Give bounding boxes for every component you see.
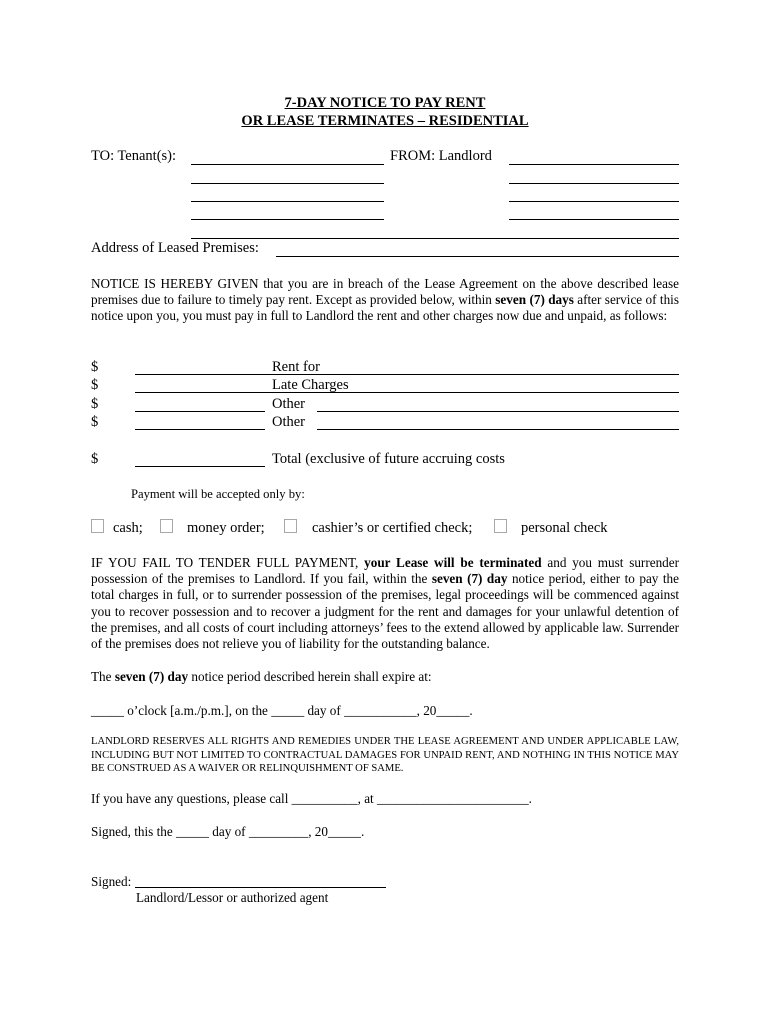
amount-other-1-line[interactable] — [135, 411, 265, 412]
landlord-name-line-4[interactable] — [509, 219, 679, 220]
signature-label: Signed: — [91, 874, 132, 889]
notice-paragraph — [91, 276, 679, 325]
landlord-name-line-2[interactable] — [509, 183, 679, 184]
from-landlord-label: FROM: Landlord — [390, 148, 492, 164]
fail-text-b: and you must surrender possession of the premises to Landlord. If you fail, within the — [91, 555, 679, 587]
tenant-name-line-4[interactable] — [191, 219, 384, 220]
signed-date-line[interactable]: Signed, this the _____ day of _________, 20_____. — [91, 824, 365, 839]
currency-late: $ — [91, 377, 99, 393]
fail-lease-terminated: your Lease will be terminated — [364, 555, 542, 570]
expire-seven-day: seven (7) day — [114, 669, 189, 684]
landlord-name-line-3[interactable] — [509, 201, 679, 202]
currency-other-2: $ — [91, 414, 99, 430]
cash-checkbox[interactable] — [91, 519, 104, 533]
late-charges-label: Late Charges — [272, 377, 349, 393]
fail-paragraph — [91, 555, 679, 652]
amount-rent-line[interactable] — [135, 374, 265, 375]
personal-check-label: personal check — [521, 520, 608, 536]
signature-line[interactable] — [135, 887, 386, 888]
address-label: Address of Leased Premises: — [91, 240, 259, 256]
other-2-line[interactable] — [317, 429, 679, 430]
total-label: Total (exclusive of future accruing costs — [272, 451, 505, 467]
other-1-label: Other — [272, 396, 306, 412]
address-line[interactable] — [276, 256, 679, 257]
notice-seven-days: seven (7) days — [495, 292, 574, 308]
personal-check-checkbox[interactable] — [494, 519, 507, 533]
expire-statement — [91, 669, 432, 685]
cash-label: cash; — [113, 520, 143, 536]
title-line-1: 7-DAY NOTICE TO PAY RENT — [284, 95, 486, 111]
signature-caption: Landlord/Lessor or authorized agent — [136, 890, 329, 905]
expire-datetime-line[interactable]: _____ o’clock [a.m./p.m.], on the _____ day of ___________, 20_____. — [91, 703, 473, 718]
money-order-label: money order; — [187, 520, 265, 536]
notice-text-b: after service of this notice upon you, you must pay in full to Landlord the rent and other charges now due and unpaid, as follows: — [91, 292, 679, 324]
rights-reserved-paragraph: LANDLORD RESERVES ALL RIGHTS AND REMEDIES UNDER THE LEASE AGREEMENT AND UNDER APPLICABLE LAW, INCLUDING BUT NOT LIMITED TO CONTRACTUAL DAMAGES FOR UNPAID RENT, AND NOTHING IN THIS NOTICE MAY BE CONSTRUED AS A WAIVER OR RELINQUISHMENT OF SAME. — [91, 736, 679, 775]
amount-other-2-line[interactable] — [135, 429, 265, 430]
to-tenants-label: TO: Tenant(s): — [91, 148, 177, 164]
expire-text-a: The — [91, 669, 115, 684]
amount-total-line[interactable] — [135, 466, 265, 467]
rent-for-line[interactable] — [265, 374, 679, 375]
currency-rent: $ — [91, 359, 99, 375]
expire-text-b: notice period described herein shall expire at: — [188, 669, 432, 684]
money-order-checkbox[interactable] — [160, 519, 173, 533]
tenant-name-line-3[interactable] — [191, 201, 384, 202]
other-1-line[interactable] — [317, 411, 679, 412]
rent-for-label: Rent for — [272, 359, 320, 375]
tenant-name-line-2[interactable] — [191, 183, 384, 184]
currency-other-1: $ — [91, 396, 99, 412]
late-charges-line[interactable] — [265, 392, 679, 393]
amount-late-line[interactable] — [135, 392, 265, 393]
currency-total: $ — [91, 451, 99, 467]
payment-label: Payment will be accepted only by: — [131, 487, 305, 501]
address-line-upper[interactable] — [191, 238, 679, 239]
tenant-name-line-1[interactable] — [191, 164, 384, 165]
other-2-label: Other — [272, 414, 306, 430]
landlord-name-line-1[interactable] — [509, 164, 679, 165]
fail-text-c: notice period, either to pay the total charges in full, or to surrender possession of the premises, legal proceedings will be commenced against you to recover possession and to recover a judgment for the rent and damages for your unlawful detention of the premises, and all costs of court including attorneys’ fees to the extend allowed by applicable law. Surrender of the premises does not relieve you of liability for the outstanding balance. — [91, 571, 679, 652]
cashiers-check-checkbox[interactable] — [284, 519, 297, 533]
cashiers-check-label: cashier’s or certified check; — [312, 520, 473, 536]
title-line-2: OR LEASE TERMINATES – RESIDENTIAL — [241, 113, 529, 129]
notice-text-a: NOTICE IS HEREBY GIVEN that you are in breach of the Lease Agreement on the above described lease premises due to failure to timely pay rent. Except as provided below, within — [91, 276, 679, 308]
questions-line[interactable]: If you have any questions, please call __________, at _______________________. — [91, 791, 532, 806]
fail-text-a: IF YOU FAIL TO TENDER FULL PAYMENT, — [91, 555, 365, 570]
fail-seven-day: seven (7) day — [431, 571, 508, 587]
